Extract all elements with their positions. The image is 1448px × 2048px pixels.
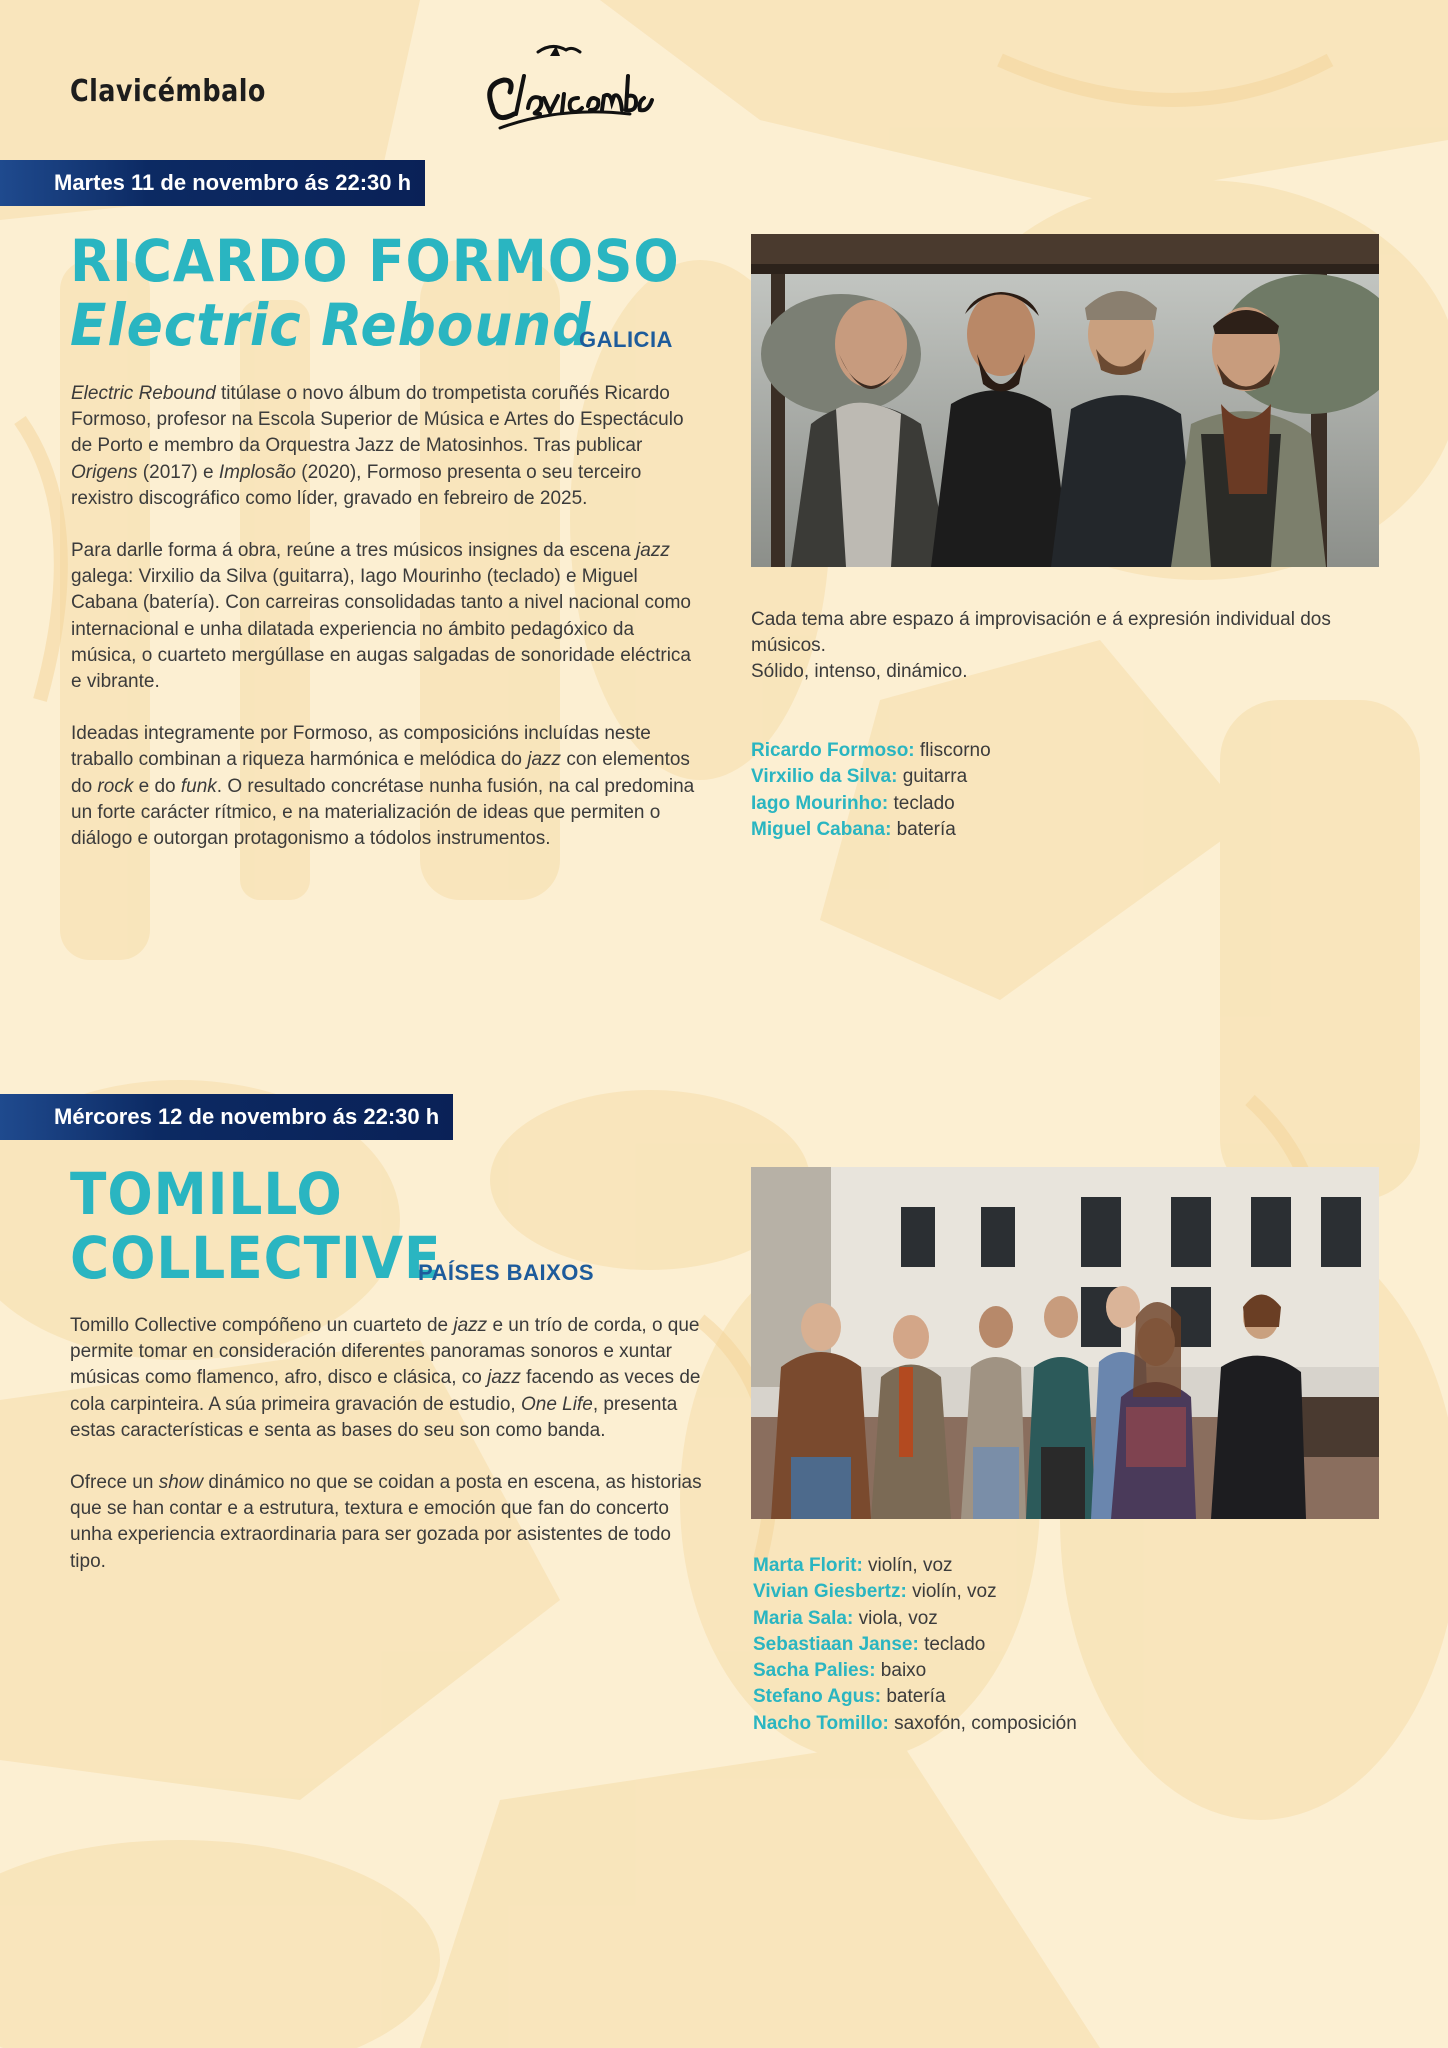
text-run: Para darlle forma á obra, reúne a tres músicos insignes da escena — [71, 540, 637, 562]
band-roster — [751, 738, 991, 843]
musician-role: violín, voz — [906, 1581, 997, 1603]
text-run: (2017) e — [137, 461, 219, 483]
text-run: titúlase o novo álbum do trompetista coruñés Ricardo Formoso, profesor na Escola Superior de Música e Artes do Espectáculo de Porto e membro da Orquestra Jazz de Matosinhos. Tras publicar — [71, 383, 684, 457]
side-text-line: Sólido, intenso, dinámico. — [751, 661, 968, 683]
band-roster — [753, 1553, 1077, 1737]
italic-term: jazz — [487, 1367, 521, 1389]
text-run: e un trío de corda, o que permite tomar en consideración diferentes panoramas sonoros e xuntar músicas como flamenco, afro, disco e clásica, co — [70, 1315, 700, 1389]
band-photo-tomillo-collective — [751, 1167, 1379, 1519]
musician-name: Stefano Agus: — [753, 1686, 882, 1708]
musician-name: Marta Florit: — [753, 1555, 863, 1576]
roster-item — [751, 738, 991, 764]
text-run: . O resultado concrétase nunha fusión, na cal predomina un forte carácter rítmico, e na materialización de ideas que permiten o diálogo e outorgan protagonismo a tódolos instrumentos. — [71, 775, 695, 850]
musician-name: Nacho Tomillo: — [753, 1712, 889, 1734]
musician-role: baixo — [875, 1660, 927, 1682]
text-run: dinámico no que se coidan a posta en escena, as historias que se han contar e a estrutura, textura e emoción que fan do concerto unha experiencia extraordinaria para ser gozada por asistentes de todo tipo. — [70, 1472, 702, 1572]
musician-name: Ricardo Formoso: — [751, 740, 915, 761]
paragraph — [70, 1313, 710, 1444]
event-description — [70, 1313, 710, 1575]
roster-item — [753, 1711, 1077, 1737]
musician-role: teclado — [918, 1633, 986, 1655]
musician-role: viola, voz — [853, 1607, 938, 1629]
side-text-line: Cada tema abre espazo á improvisación e á expresión individual dos músicos. — [751, 609, 1331, 657]
roster-item — [751, 817, 991, 843]
musician-role: saxofón, composición — [888, 1712, 1077, 1734]
musician-name: Vivian Giesbertz: — [753, 1581, 907, 1603]
text-run: galega: Virxilio da Silva (guitarra), Iago Mourinho (teclado) e Miguel Cabana (batería). Con carreiras consolidadas tanto a nivel nacional como internacional e unha dilatada experiencia no ámbito pedagóxico da música, o cuarteto mergúllase en augas salgadas de sonoridade eléctrica e vibrante. — [71, 566, 691, 693]
italic-term: rock — [97, 775, 134, 797]
artist-name-line2: COLLECTIVE — [70, 1224, 442, 1292]
paragraph — [71, 721, 701, 852]
roster-item — [753, 1606, 1077, 1632]
roster-item — [753, 1553, 1077, 1579]
text-run: Ideadas integramente por Formoso, as composicións incluídas neste traballo combinan a riqueza harmónica e melódica do — [71, 723, 651, 771]
italic-term: Implosão — [218, 461, 296, 483]
musician-role: batería — [891, 818, 956, 840]
italic-term: funk — [180, 775, 217, 797]
paragraph — [71, 381, 701, 512]
text-run: e do — [133, 775, 181, 797]
musician-name: Iago Mourinho: — [751, 792, 889, 814]
italic-term: jazz — [527, 749, 562, 771]
origin-label: PAÍSES BAIXOS — [418, 1260, 595, 1285]
text-run: Ofrece un — [70, 1472, 159, 1494]
musician-name: Miguel Cabana: — [751, 818, 892, 840]
roster-item — [753, 1579, 1077, 1605]
italic-term: Electric Rebound — [71, 383, 216, 404]
event-date-banner: Martes 11 de novembro ás 22:30 h — [0, 160, 425, 206]
text-run: con elementos do — [71, 749, 690, 797]
text-run: Tomillo Collective compóñeno un cuarteto de — [70, 1315, 454, 1336]
clavicembalo-logo — [480, 36, 660, 146]
roster-item — [753, 1658, 1077, 1684]
musician-name: Maria Sala: — [753, 1607, 854, 1629]
event-description — [71, 381, 701, 852]
italic-term: Origens — [71, 461, 138, 483]
text-run: (2020), Formoso presenta o seu terceiro rexistro discográfico como líder, gravado en febreiro de 2025. — [71, 461, 642, 509]
musician-role: fliscorno — [914, 740, 991, 761]
paragraph — [71, 538, 701, 695]
text-run: , presenta estas características e senta as bases do seu son como banda. — [70, 1393, 678, 1441]
roster-item — [751, 764, 991, 790]
venue-name: Clavicémbalo — [70, 74, 266, 109]
musician-name: Sebastiaan Janse: — [753, 1633, 919, 1655]
musician-role: teclado — [888, 792, 955, 814]
origin-label: GALICIA — [579, 327, 673, 352]
musician-role: violín, voz — [862, 1555, 953, 1576]
italic-term: jazz — [636, 540, 670, 562]
event-date-banner: Mércores 12 de novembro ás 22:30 h — [0, 1094, 453, 1140]
artist-name: RICARDO FORMOSO — [70, 227, 680, 295]
italic-term: jazz — [453, 1315, 488, 1336]
artist-name: TOMILLO — [70, 1160, 343, 1228]
musician-role: guitarra — [897, 766, 968, 788]
italic-term: show — [158, 1472, 204, 1494]
roster-item — [753, 1632, 1077, 1658]
musician-name: Sacha Palies: — [753, 1660, 876, 1682]
event-side-text — [751, 607, 1361, 686]
text-run: facendo as veces de cola carpinteira. A súa primeira gravación de estudio, — [70, 1367, 701, 1415]
band-photo-ricardo-formoso — [751, 234, 1379, 567]
musician-name: Virxilio da Silva: — [751, 766, 898, 788]
italic-term: One Life — [520, 1393, 593, 1415]
paragraph — [70, 1470, 710, 1575]
musician-role: batería — [881, 1686, 946, 1708]
album-title: Electric Rebound — [70, 291, 592, 359]
roster-item — [751, 791, 991, 817]
roster-item — [753, 1684, 1077, 1710]
